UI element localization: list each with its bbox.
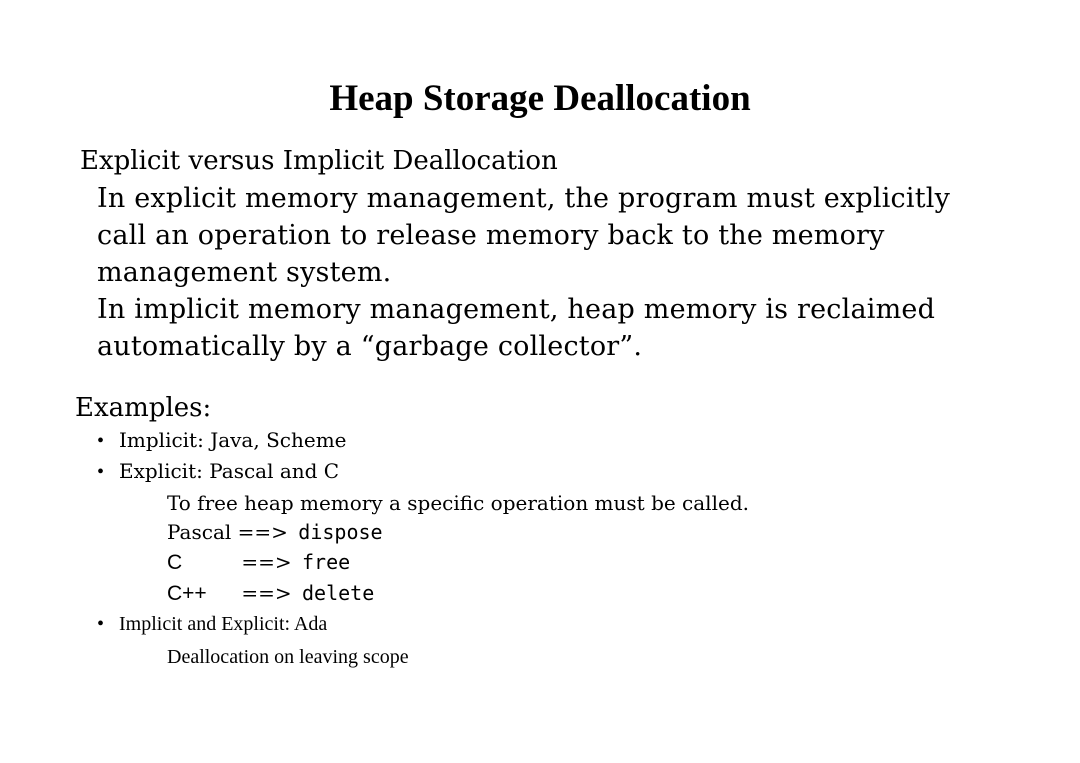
explicit-detail: To free heap memory a specific operation must be called.	[167, 491, 749, 515]
op-keyword: dispose	[298, 520, 383, 544]
op-row-pascal	[167, 519, 383, 545]
list-item-text: Implicit and Explicit: Ada	[119, 613, 328, 635]
op-lang: C++	[167, 582, 207, 605]
paragraph-line: management system.	[97, 257, 392, 288]
list-item-ada	[97, 611, 327, 637]
op-arrow: ==>	[237, 520, 288, 544]
implicit-paragraph	[97, 291, 935, 365]
bullet-icon: •	[97, 613, 105, 635]
op-arrow: ==>	[241, 550, 292, 574]
list-item-implicit	[97, 427, 347, 454]
paragraph-line: In explicit memory management, the program must explicitly	[97, 183, 951, 214]
paragraph-line: In implicit memory management, heap memory is reclaimed	[97, 294, 936, 325]
bullet-icon: •	[97, 461, 105, 483]
slide-title: Heap Storage Deallocation	[329, 78, 751, 119]
paragraph-line: automatically by a “garbage collector”.	[97, 331, 643, 362]
list-item-text: Implicit: Java, Scheme	[119, 428, 347, 452]
op-keyword: free	[302, 550, 351, 574]
list-item-explicit	[97, 458, 339, 485]
paragraph-line: call an operation to release memory back to the memory	[97, 220, 885, 251]
op-row-cpp	[167, 580, 374, 607]
section-heading-examples: Examples:	[75, 393, 212, 423]
list-item-text: Explicit: Pascal and C	[119, 459, 340, 483]
op-lang: Pascal	[167, 520, 232, 544]
op-arrow: ==>	[241, 581, 292, 605]
op-keyword: delete	[302, 581, 375, 605]
op-lang: C	[167, 551, 183, 574]
bullet-icon: •	[97, 430, 105, 452]
section-heading-deallocation: Explicit versus Implicit Deallocation	[80, 146, 558, 176]
op-row-c	[167, 549, 350, 576]
explicit-paragraph	[97, 180, 950, 291]
ada-detail: Deallocation on leaving scope	[167, 646, 409, 668]
